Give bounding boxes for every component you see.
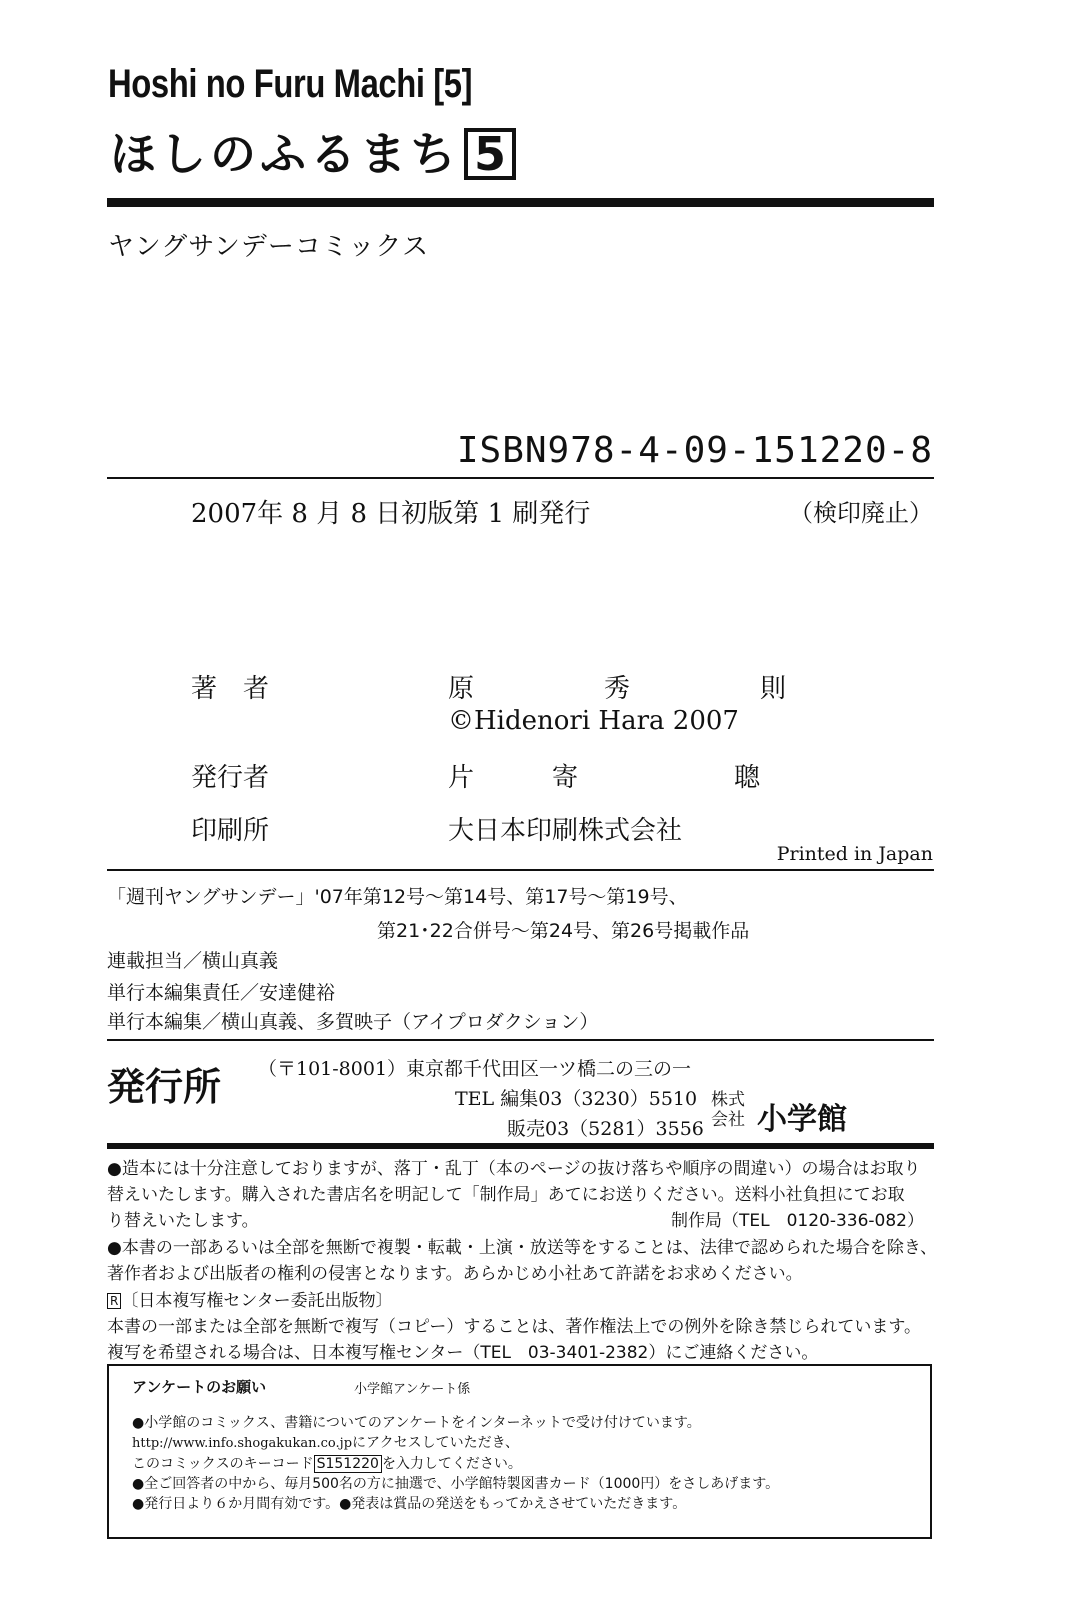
notice-line-4: ●本書の一部あるいは全部を無断で複製・転載・上演・放送等をすることは、法律で認められた場合を除き、	[107, 1238, 938, 1258]
copyright: ©Hidenori Hara 2007	[448, 706, 739, 736]
publisher-office-label: 発行所	[107, 1065, 222, 1109]
survey-line-5: ●発行日より６か月間有効です。●発表は賞品の発送をもってかえさせていただきます。	[132, 1496, 687, 1512]
tel-editorial: TEL 編集03（3230）5510	[455, 1088, 698, 1110]
publisher-rule	[107, 1143, 934, 1149]
company-type-1: 株式	[711, 1090, 745, 1110]
seal-note: （検印廃止）	[789, 499, 933, 527]
book-chief-editor: 単行本編集責任／安達健裕	[107, 982, 336, 1004]
notice-line-7: 本書の一部または全部を無断で複写（コピー）することは、著作権法上での例外を除き禁じられています。	[107, 1317, 921, 1337]
title-japanese	[110, 118, 516, 184]
notice-line-1: ●造本には十分注意しておりますが、落丁・乱丁（本のページの抜け落ちや順序の間違い）の場合はお取り	[107, 1159, 921, 1179]
serialization-line-2: 第21･22合併号〜第24号、第26号掲載作品	[377, 920, 750, 942]
printed-in: Printed in Japan	[776, 843, 933, 865]
survey-line-3	[132, 1453, 522, 1473]
publisher-company: 小学館	[757, 1102, 847, 1137]
notice-line-3: り替えいたします。	[107, 1211, 259, 1231]
publisher-address: （〒101-8001）東京都千代田区一ツ橋二の三の一	[258, 1058, 692, 1080]
notice-line-6	[107, 1293, 393, 1310]
publisher-name: 片 寄 聰	[448, 763, 761, 793]
author-label: 著 者	[191, 674, 270, 704]
notice-line-8: 複写を希望される場合は、日本複写権センター（TEL 03-3401-2382）にご連絡ください。	[107, 1343, 819, 1363]
publication-date: 2007年 8 月 8 日初版第 1 刷発行	[191, 499, 591, 529]
survey-line-3-suffix: を入力してください。	[381, 1456, 522, 1472]
book-editors: 単行本編集／横山真義、多賀映子（アイプロダクション）	[107, 1011, 599, 1033]
volume-box: 5	[464, 128, 516, 180]
serialization-line-1: 「週刊ヤングサンデー」'07年第12号〜第14号、第17号〜第19号、	[107, 886, 688, 908]
credits-rule	[107, 869, 934, 871]
isbn: ISBN978-4-09-151220-8	[456, 430, 933, 471]
series-name: ヤングサンデーコミックス	[108, 232, 430, 262]
author-name: 原 秀 則	[448, 674, 787, 704]
title-rule	[107, 198, 934, 207]
company-type	[711, 1090, 745, 1130]
title-japanese-text: ほしのふるまち	[110, 127, 460, 181]
key-code: S151220	[314, 1455, 382, 1473]
survey-line-3-prefix: このコミックスのキーコード	[132, 1456, 314, 1472]
survey-dept: 小学館アンケート係	[354, 1382, 471, 1397]
survey-line-4: ●全ご回答者の中から、毎月500名の方に抽選で、小学館特製図書カード（1000円）をさしあげます。	[132, 1476, 780, 1492]
survey-line-2-text: にアクセスしていただき、	[352, 1435, 520, 1451]
publisher-label: 発行者	[191, 763, 270, 793]
printer-name: 大日本印刷株式会社	[448, 816, 683, 846]
serial-editor: 連載担当／横山真義	[107, 950, 279, 972]
tel-sales: 販売03（5281）3556	[507, 1118, 704, 1140]
notice-line-5: 著作者および出版者の権利の侵害となります。あらかじめ小社あて許諾をお求めください。	[107, 1264, 803, 1284]
survey-line-2	[132, 1432, 519, 1452]
notice-line-2: 替えいたします。購入された書店名を明記して「制作局」あてにお送りください。送料小社負担にてお取	[107, 1185, 905, 1205]
survey-title: アンケートのお願い	[132, 1378, 267, 1396]
serialization-rule	[107, 1039, 934, 1041]
title-english: Hoshi no Furu Machi [5]	[108, 62, 473, 106]
survey-line-1: ●小学館のコミックス、書籍についてのアンケートをインターネットで受け付けています。	[132, 1415, 701, 1431]
isbn-rule	[107, 477, 934, 479]
survey-url[interactable]: http://www.info.shogakukan.co.jp	[132, 1436, 353, 1451]
r-mark: R	[107, 1293, 121, 1309]
survey-box	[107, 1364, 932, 1539]
production-contact: 制作局（TEL 0120-336-082）	[670, 1211, 924, 1231]
company-type-2: 会社	[711, 1110, 745, 1130]
printer-label: 印刷所	[191, 816, 270, 846]
notice-line-6-text: 〔日本複写権センター委託出版物〕	[121, 1291, 393, 1311]
